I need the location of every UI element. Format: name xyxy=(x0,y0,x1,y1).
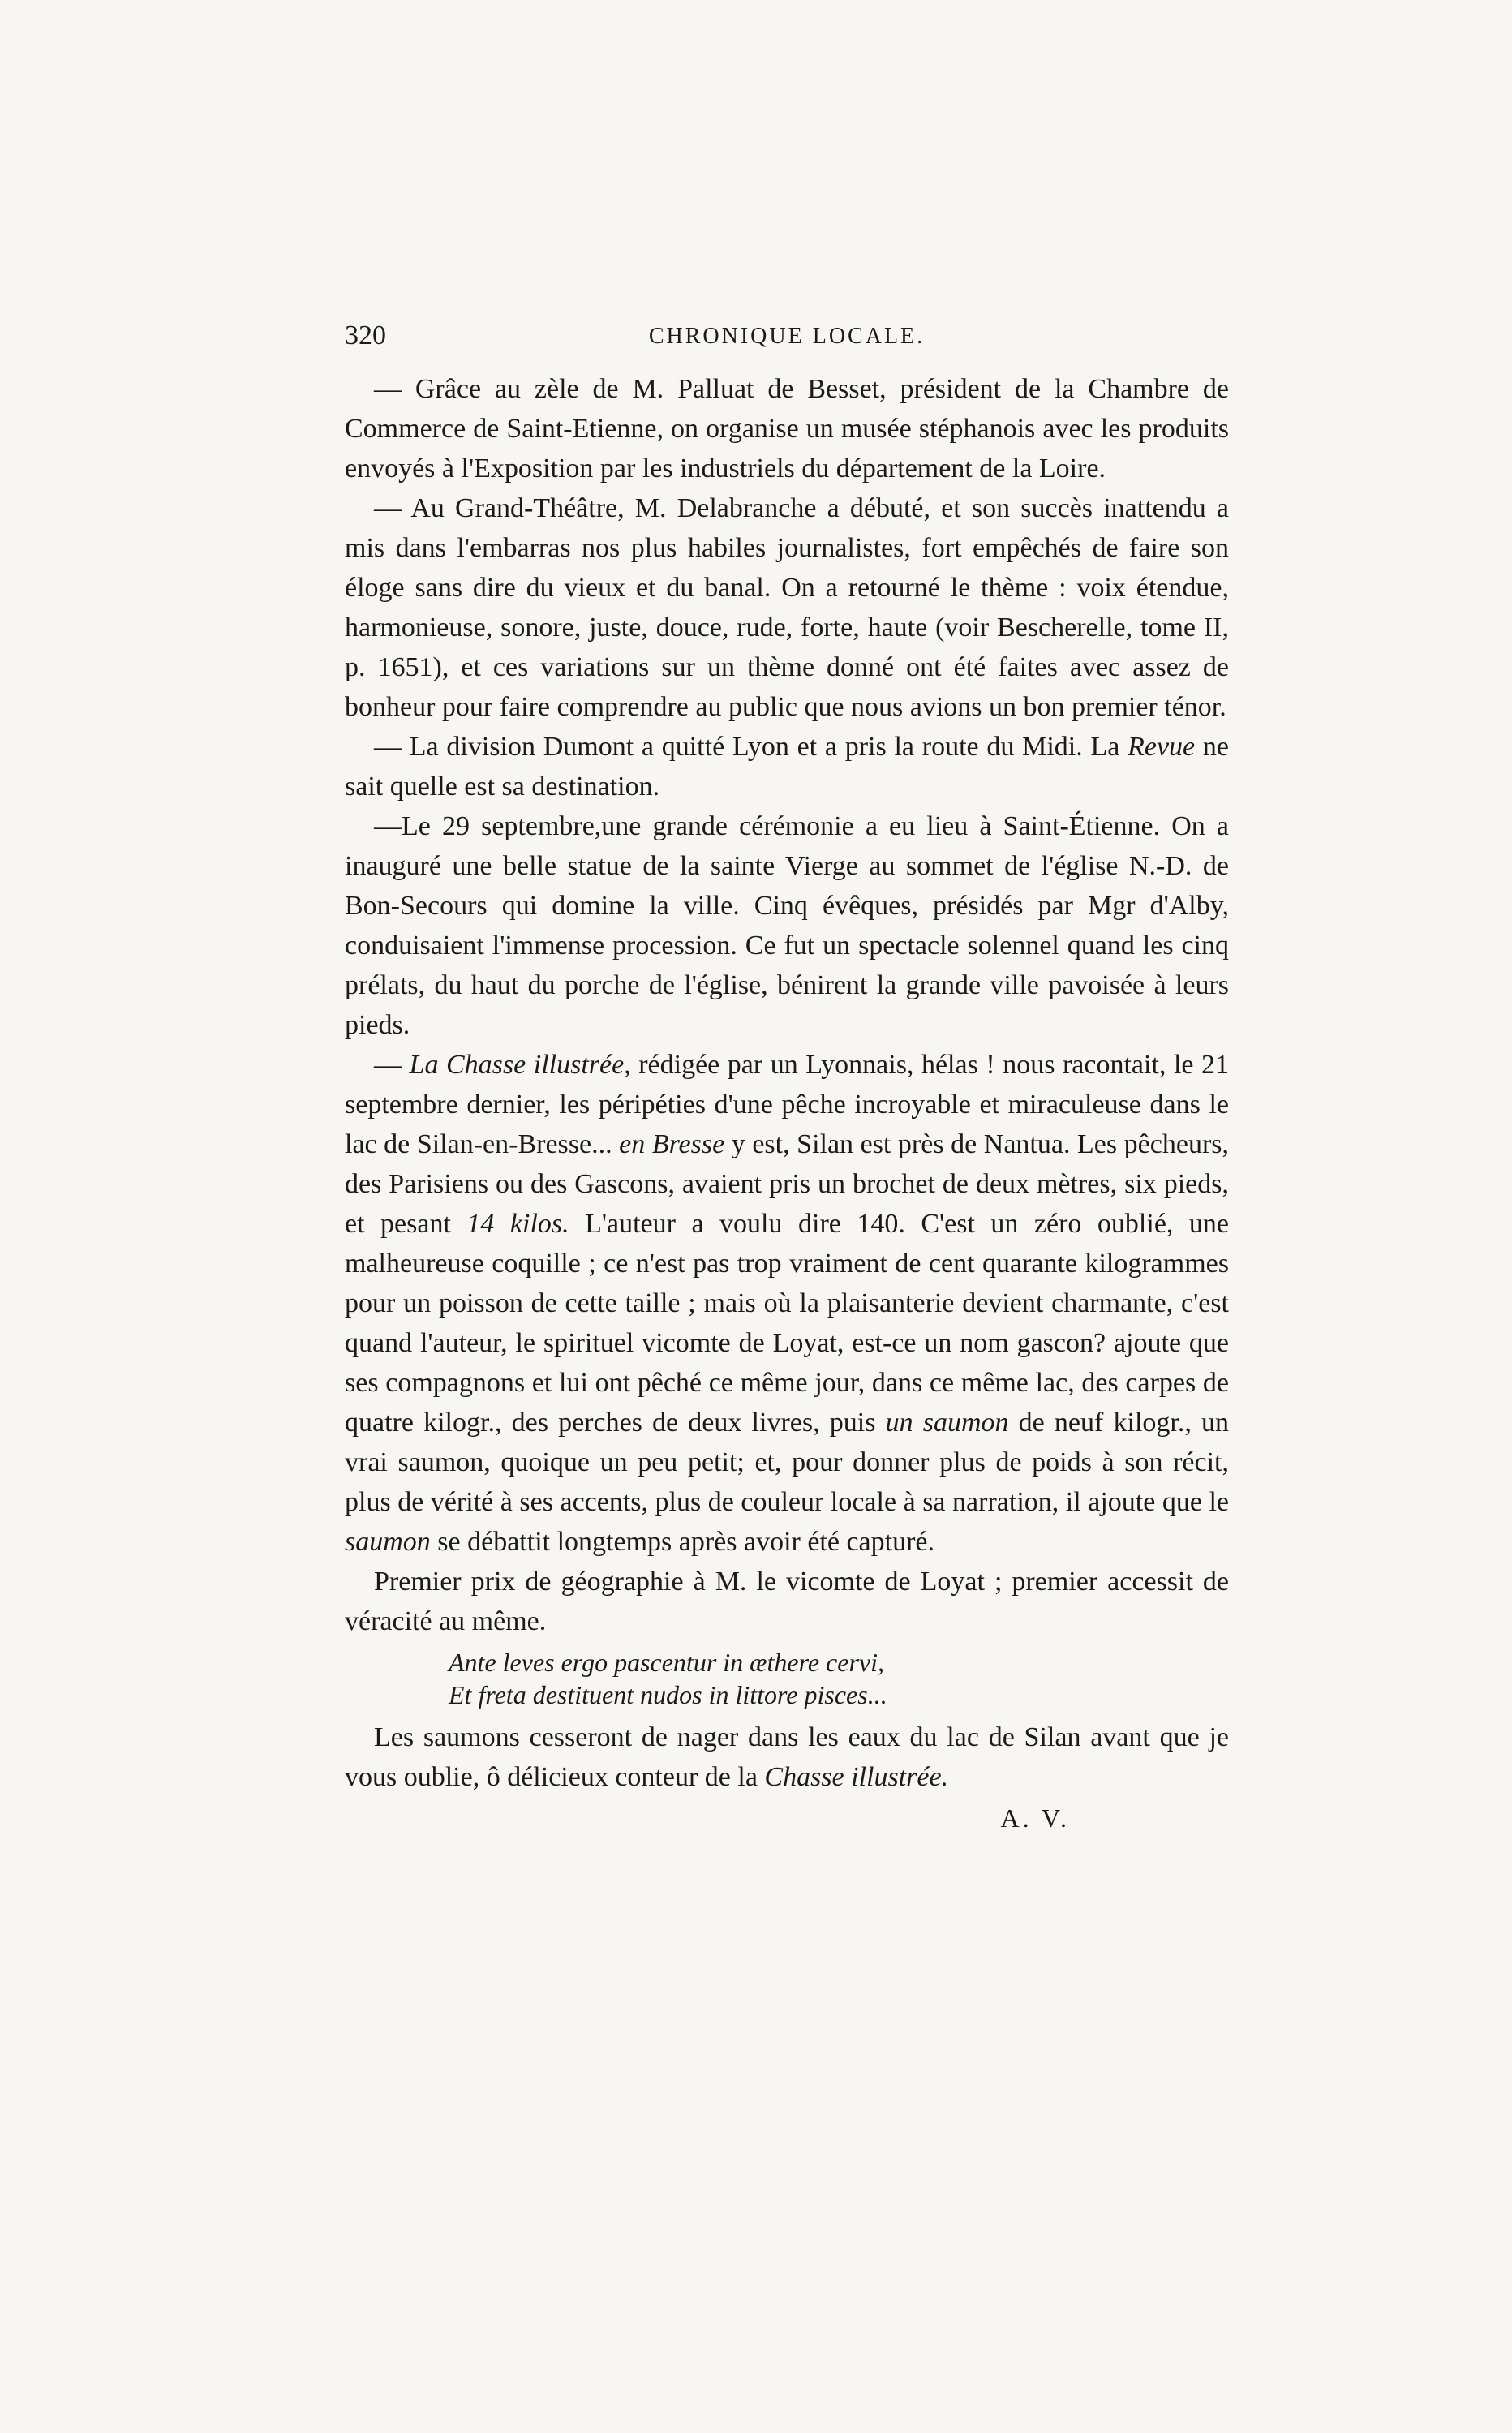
text-run: de neuf kilogr., un vrai saumon, quoique un peu petit; et, pour donner plus de poids à son récit, plus de vérité à ses accents, plus de couleur locale à sa narration, il ajoute que le xyxy=(345,1408,1229,1517)
paragraph-closing xyxy=(345,1717,1229,1797)
text-run: — La division Dumont a quitté Lyon et a pris la route du Midi. La xyxy=(374,732,1128,762)
text-run: L'auteur a voulu dire 140. C'est un zéro oublié, une malheureuse coquille ; ce n'est pas trop vraiment de cent quarante kilogrammes pour un poisson de cette taille ; mais où la plaisanterie devient charmante, c'est quand l'auteur, le spirituel vicomte de Loyat, est-ce un nom gascon? ajoute que ses compagnons et lui ont pêché ce même jour, dans ce même lac, des carpes de quatre kilogr., des perches de deux livres, puis xyxy=(345,1209,1229,1438)
text-run: se débattit longtemps après avoir été capturé. xyxy=(430,1527,935,1557)
running-head xyxy=(345,320,1229,369)
running-title: CHRONIQUE LOCALE. xyxy=(648,324,926,349)
text-run: ne sait quelle est sa destination. xyxy=(345,732,1230,802)
latin-verse xyxy=(345,1646,1229,1711)
page-number: 320 xyxy=(345,320,386,350)
body-text xyxy=(345,369,1229,1838)
paragraph-museum: — Grâce au zèle de M. Palluat de Besset, président de la Chambre de Commerce de Saint-Etienne, on organise un musée stéphanois avec les produits envoyés à l'Exposition par les industriels du département de la Loire. xyxy=(345,374,1229,484)
paragraph-theatre: — Au Grand-Théâtre, M. Delabranche a débuté, et son succès inattendu a mis dans l'embarras nos plus habiles journalistes, fort empêchés de faire son éloge sans dire du vieux et du banal. On a retourné le thème : voix étendue, harmonieuse, sonore, juste, douce, rude, forte, haute (voir Bescherelle, tome II, p. 1651), et ces variations sur un thème donné ont été faites avec assez de bonheur pour faire comprendre au public que nous avions un bon premier ténor. xyxy=(345,493,1229,722)
paragraph-chasse xyxy=(345,1045,1229,1562)
paragraph-ceremony: —Le 29 septembre,une grande cérémonie a eu lieu à Saint-Étienne. On a inauguré une belle statue de la sainte Vierge au sommet de l'église N.-D. de Bon-Secours qui domine la ville. Cinq évêques, présidés par Mgr d'Alby, conduisaient l'immense procession. Ce fut un spectacle solennel quand les cinq prélats, du haut du porche de l'église, bénirent la grande ville pavoisée à leurs pieds. xyxy=(345,811,1229,1040)
italic-run: Revue xyxy=(1128,732,1196,762)
verse-line: Ante leves ergo pascentur in æthere cervi, xyxy=(449,1648,885,1677)
verse-line: Et freta destituent nudos in littore pisces... xyxy=(449,1680,887,1709)
italic-run: un saumon xyxy=(885,1408,1009,1438)
signature: A. V. xyxy=(1000,1803,1070,1833)
text-run: y est, Silan est près de Nantua. Les pêcheurs, des Parisiens ou des Gascons, avaient pris un brochet de deux mètres, six pieds, et pesant xyxy=(345,1129,1230,1239)
italic-run: 14 kilos. xyxy=(466,1209,569,1239)
paragraph-division xyxy=(345,727,1229,806)
paragraph-prize: Premier prix de géographie à M. le vicomte de Loyat ; premier accessit de véracité au même. xyxy=(345,1567,1229,1636)
page xyxy=(345,320,1229,1838)
text-run: — xyxy=(374,1050,410,1080)
italic-run: saumon xyxy=(345,1527,431,1557)
text-run: Les saumons cesseront de nager dans les eaux du lac de Silan avant que je vous oublie, ô délicieux conteur de la xyxy=(345,1722,1229,1792)
italic-run: La Chasse illustrée, xyxy=(409,1050,631,1080)
text-run: rédigée par un Lyonnais, hélas ! nous racontait, le 21 septembre dernier, les péripéties d'une pêche incroyable et miraculeuse dans le lac de Silan-en-Bresse... xyxy=(345,1050,1230,1159)
italic-run: en Bresse xyxy=(619,1129,725,1159)
italic-run: Chasse illustrée. xyxy=(764,1762,949,1792)
